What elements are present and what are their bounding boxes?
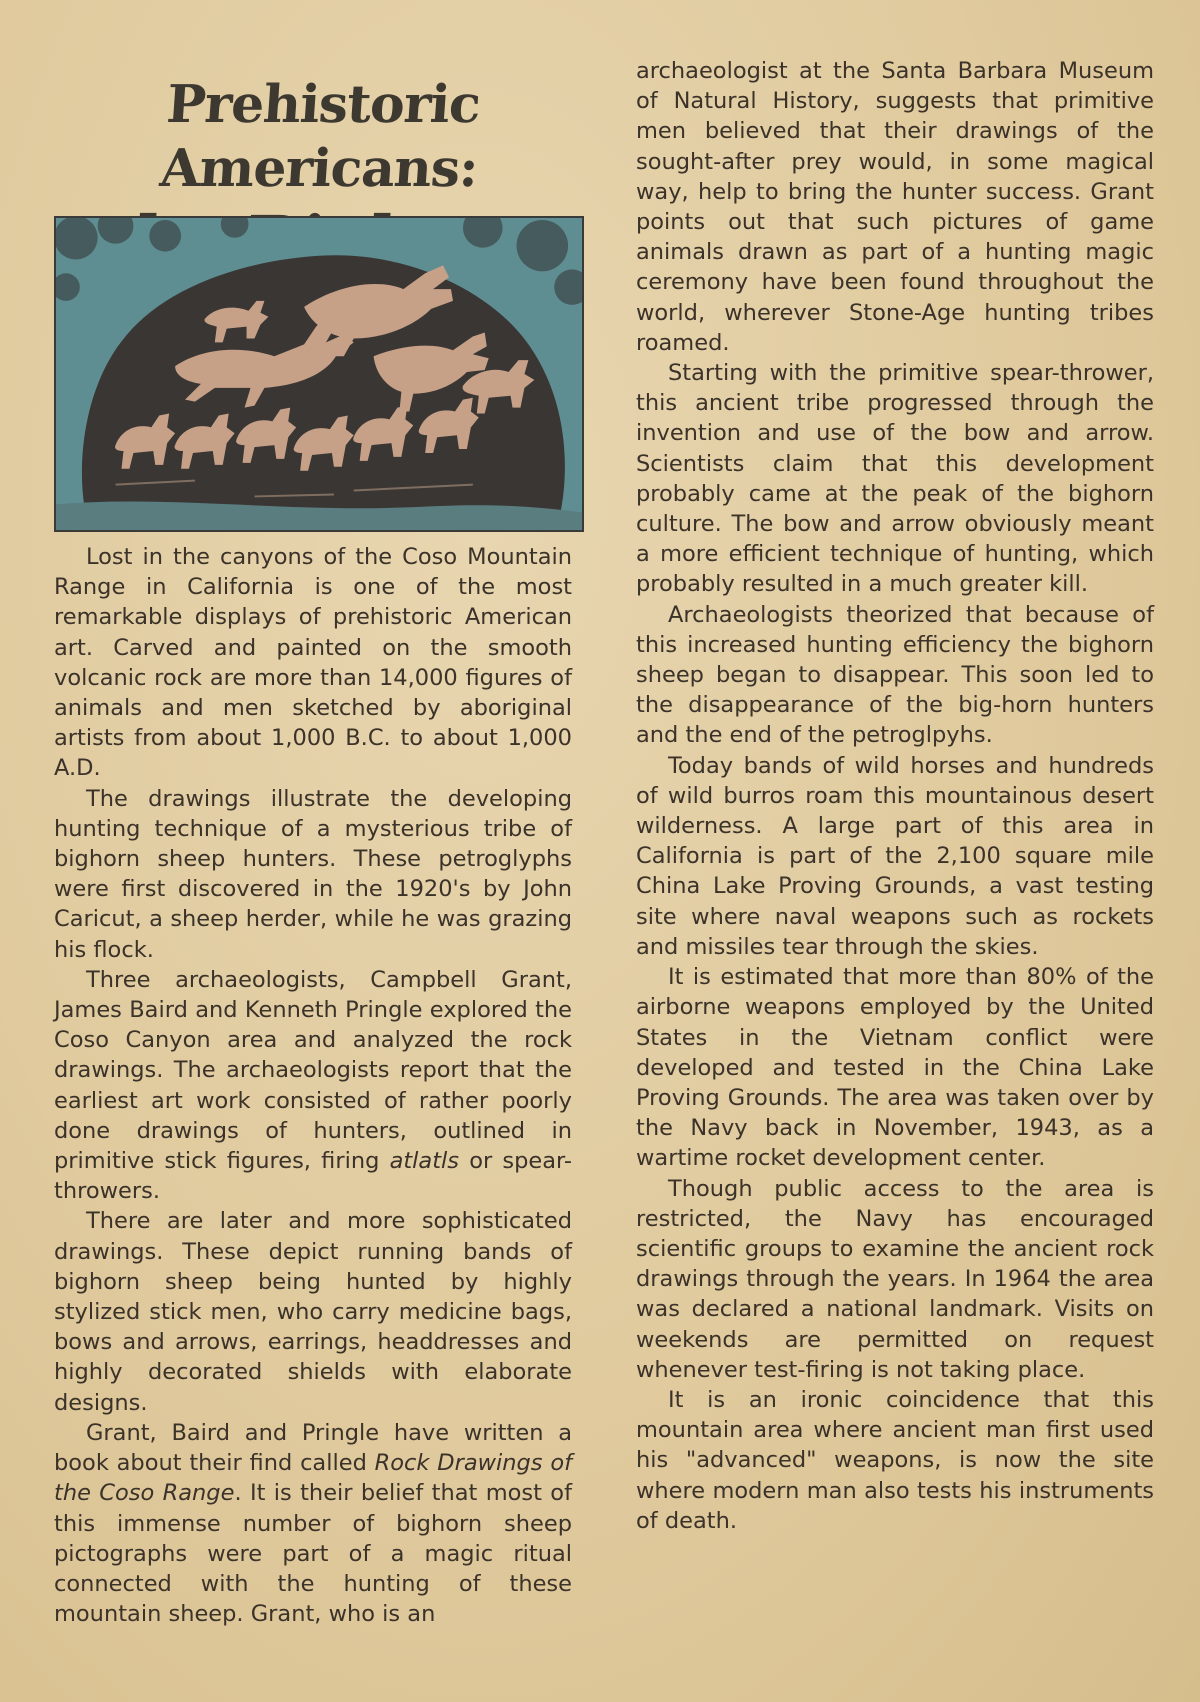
left-column xyxy=(54,542,572,1629)
paragraph: It is an ironic coincidence that this mountain area where ancient man first used his "advanced" weapons, is now the site where modern man also tests his instruments of death. xyxy=(636,1386,1154,1534)
paragraph: It is estimated that more than 80% of the airborne weapons employed by the United States in the Vietnam conflict were developed and tested in the China Lake Proving Grounds. The area was taken over by the Navy back in November, 1943, as a wartime rocket development center. xyxy=(636,964,1154,1172)
paragraph: Lost in the canyons of the Coso Mountain Range in California is one of the most remarkable displays of prehistoric American art. Carved and painted on the smooth volcanic rock are more than 14,000 figures of animals and men sketched by aboriginal artists from about 1,000 B.C. to about 1,000 A.D. xyxy=(54,544,572,782)
right-column xyxy=(636,56,1154,1536)
title-line-1: Prehistoric Americans: xyxy=(158,74,482,200)
petroglyph-bighorn-sheep-icon xyxy=(56,218,582,530)
paragraph: Though public access to the area is restricted, the Navy has encouraged scientific groups to examine the ancient rock drawings through the years. In 1964 the area was declared a national landmark. Visits on weekends are permitted on request whenever test-firing is not taking place. xyxy=(636,1175,1154,1383)
paragraph: There are later and more sophisticated drawings. These depict running bands of bighorn sheep being hunted by highly stylized stick men, who carry medicine bags, bows and arrows, earrings, headdresses and highly decorated shields with elaborate designs. xyxy=(54,1208,572,1416)
book-title: Rock Drawings of the Coso Range xyxy=(54,1450,573,1507)
paragraph: Three archaeologists, Campbell Grant, James Baird and Kenneth Pringle explored the Coso Canyon area and analyzed the rock drawings. The archaeologists report that the earliest art work consisted of rather poorly done drawings of hunters, outlined in primitive stick figures, firing atlatls or spear-throwers. xyxy=(54,966,572,1205)
paragraph: Grant, Baird and Pringle have written a book about their find called Rock Drawings of the Coso Range. It is their belief that most of this immense number of bighorn sheep pictographs were part of a magic ritual connected with the hunting of these mountain sheep. Grant, who is an xyxy=(54,1419,573,1628)
paragraph: Archaeologists theorized that because of this increased hunting efficiency the bighorn sheep began to disappear. This soon led to the disappearance of the big-horn hunters and the end of the petroglpyhs. xyxy=(636,601,1154,749)
italic-term: atlatls xyxy=(389,1148,460,1175)
paragraph: The drawings illustrate the developing hunting technique of a mysterious tribe of bighorn sheep hunters. These petroglyphs were first discovered in the 1920's by John Caricut, a sheep herder, while he was grazing his flock. xyxy=(54,785,572,963)
paragraph: archaeologist at the Santa Barbara Museum of Natural History, suggests that primitive men believed that their drawings of the sought-after prey would, in some magical way, help to bring the hunter success. Grant points out that such pictures of game animals drawn as part of a hunting magic ceremony have been found throughout the world, wherever Stone-Age hunting tribes roamed. xyxy=(636,58,1154,356)
paragraph: Starting with the primitive spear-thrower, this ancient tribe progressed through the invention and use of the bow and arrow. Scientists claim that this development probably came at the peak of the bighorn culture. The bow and arrow obviously meant a more efficient technique of hunting, which probably resulted in a much greater kill. xyxy=(636,360,1154,598)
petroglyph-illustration xyxy=(54,216,584,532)
paragraph: Today bands of wild horses and hundreds of wild burros roam this mountainous desert wilderness. A large part of this area in California is part of the 2,100 square mile China Lake Proving Grounds, a vast testing site where naval weapons such as rockets and missiles tear through the skies. xyxy=(636,752,1154,960)
